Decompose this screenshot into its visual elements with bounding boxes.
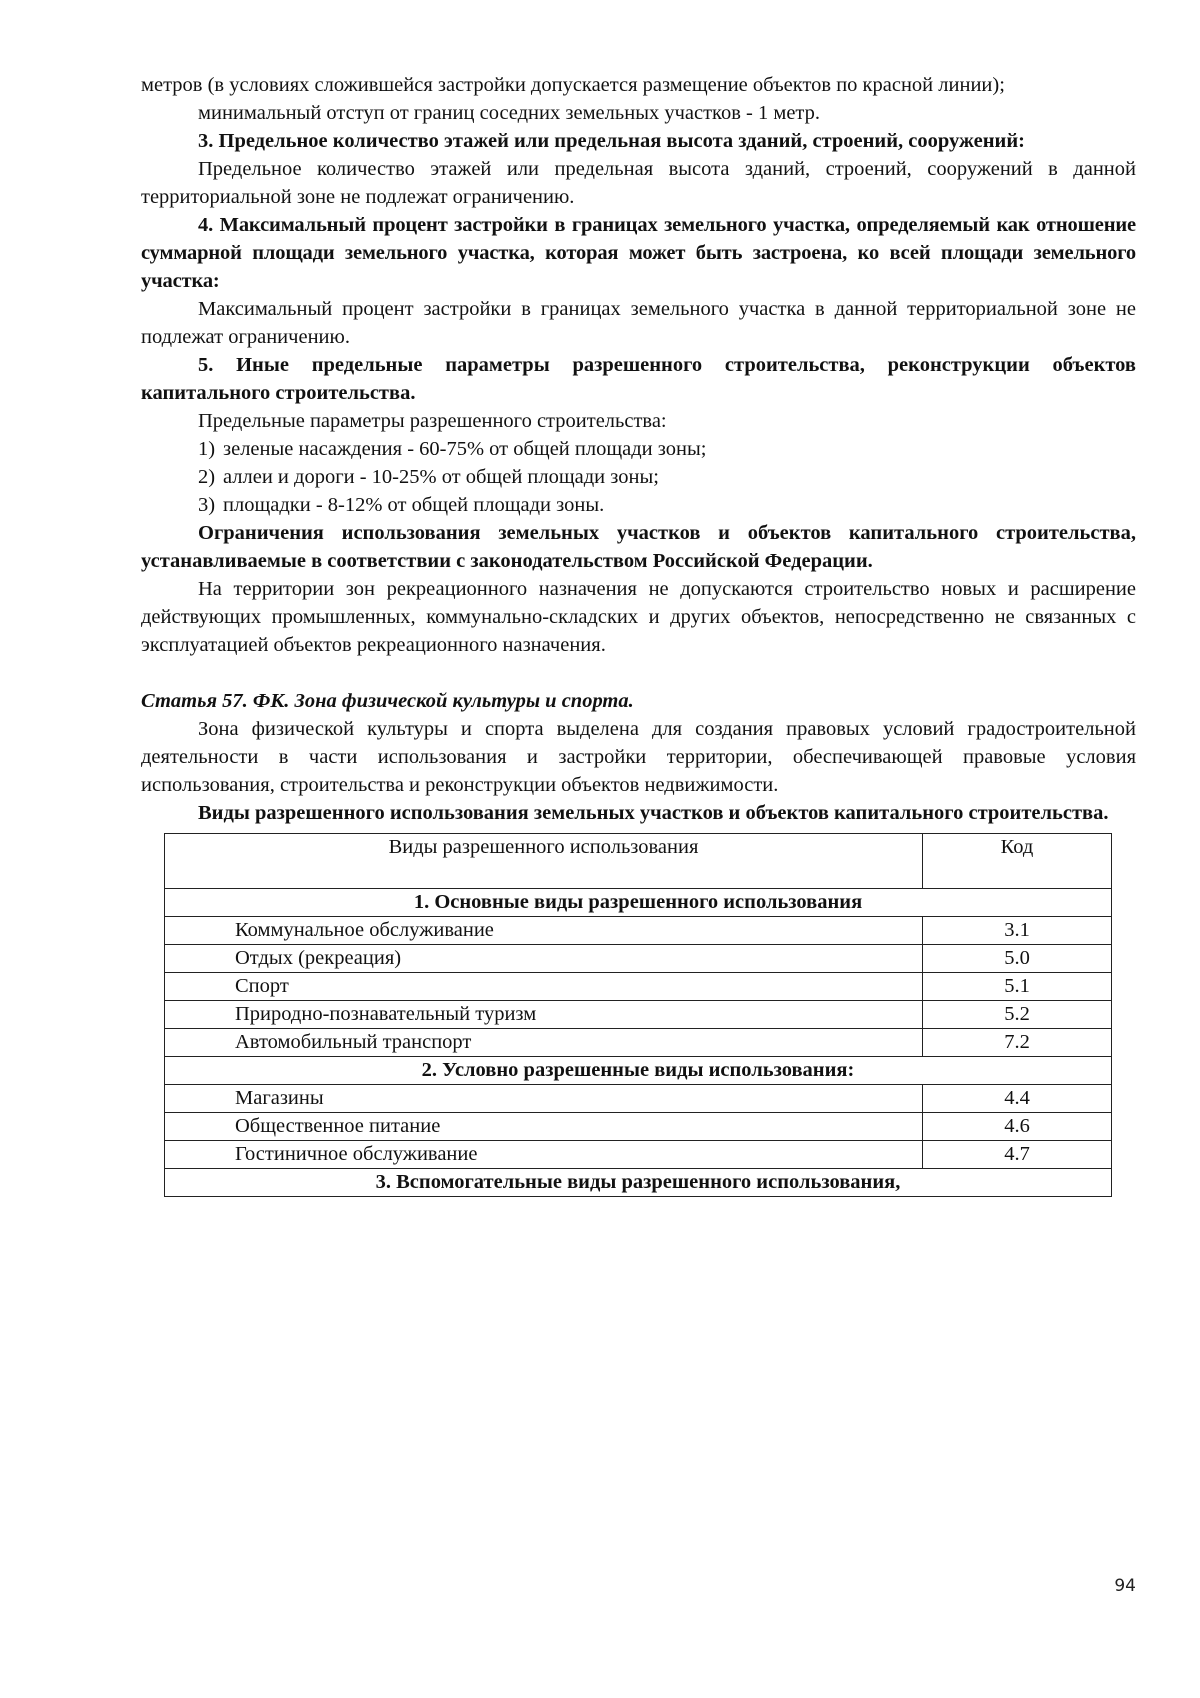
paragraph-setback-red-line: метров (в условиях сложившейся застройки допускается размещение объектов по красной линии); [141, 74, 1005, 96]
heading-max-coverage: 4. Максимальный процент застройки в границах земельного участка, определяемый как отношение суммарной площади земельного участка, которая может быть застроена, ко всей площади земельного участка: [141, 214, 1136, 292]
land-use-table [164, 833, 1112, 1197]
code-cell: 3.1 [923, 917, 1112, 945]
article-intro: Зона физической культуры и спорта выделена для создания правовых условий градостроительной деятельности в части использования и застройки территории, обеспечивающей правовые условия использования, строительства и реконструкции объектов недвижимости. [141, 718, 1136, 796]
heading-restrictions: Ограничения использования земельных участков и объектов капитального строительства, устанавливаемые в соответствии с законодательством Российской Федерации. [141, 522, 1136, 572]
table-row [165, 917, 1112, 945]
list-item [141, 435, 1136, 463]
code-cell: 4.6 [923, 1113, 1112, 1141]
use-type-cell: Гостиничное обслуживание [165, 1141, 923, 1169]
table-section-row [165, 1169, 1112, 1197]
table-row [165, 1029, 1112, 1057]
paragraph-min-setback: минимальный отступ от границ соседних земельных участков - 1 метр. [198, 102, 821, 124]
table-subtitle: Виды разрешенного использования земельных участков и объектов капитального строительства. [198, 802, 1109, 824]
header-use-type: Виды разрешенного использования [165, 834, 923, 889]
table-row [165, 1001, 1112, 1029]
code-cell: 5.0 [923, 945, 1112, 973]
heading-max-floors: 3. Предельное количество этажей или предельная высота зданий, строений, сооружений: [198, 130, 1025, 152]
article-title: Статья 57. ФК. Зона физической культуры и спорта. [141, 690, 634, 712]
list-item-number: 1) [198, 438, 216, 460]
use-type-cell: Спорт [165, 973, 923, 1001]
list-item-number: 3) [198, 494, 216, 516]
use-type-cell: Коммунальное обслуживание [165, 917, 923, 945]
table-section-row [165, 889, 1112, 917]
list-item-text: аллеи и дороги - 10-25% от общей площади зоны; [223, 466, 659, 488]
heading-other-parameters: 5. Иные предельные параметры разрешенного строительства, реконструкции объектов капитального строительства. [141, 354, 1136, 404]
parameters-list [141, 435, 1136, 519]
paragraph-max-coverage: Максимальный процент застройки в границах земельного участка в данной территориальной зоне не подлежат ограничению. [141, 298, 1136, 348]
paragraph-restrictions: На территории зон рекреационного назначения не допускаются строительство новых и расширение действующих промышленных, коммунально-складских и других объектов, непосредственно не связанных с эксплуатацией объектов рекреационного назначения. [141, 578, 1136, 656]
table-section-title: 1. Основные виды разрешенного использования [165, 889, 1112, 917]
table-section-title: 3. Вспомогательные виды разрешенного использования, [165, 1169, 1112, 1197]
text-area [141, 71, 1136, 827]
code-cell: 4.7 [923, 1141, 1112, 1169]
code-cell: 5.2 [923, 1001, 1112, 1029]
table-row [165, 1141, 1112, 1169]
code-cell: 4.4 [923, 1085, 1112, 1113]
list-item-number: 2) [198, 466, 216, 488]
paragraph-max-floors: Предельное количество этажей или предельная высота зданий, строений, сооружений в данной территориальной зоне не подлежат ограничению. [141, 158, 1136, 208]
table-row [165, 1113, 1112, 1141]
use-type-cell: Магазины [165, 1085, 923, 1113]
list-item [141, 463, 1136, 491]
table-section-row [165, 1057, 1112, 1085]
code-cell: 7.2 [923, 1029, 1112, 1057]
table-section-title: 2. Условно разрешенные виды использования: [165, 1057, 1112, 1085]
table-row [165, 945, 1112, 973]
page-number: 94 [1114, 1576, 1136, 1596]
table-row [165, 1085, 1112, 1113]
use-type-cell: Общественное питание [165, 1113, 923, 1141]
table-row [165, 973, 1112, 1001]
table-header-row [165, 834, 1112, 889]
code-cell: 5.1 [923, 973, 1112, 1001]
use-type-cell: Автомобильный транспорт [165, 1029, 923, 1057]
list-item [141, 491, 1136, 519]
list-item-text: площадки - 8-12% от общей площади зоны. [223, 494, 605, 516]
use-type-cell: Отдых (рекреация) [165, 945, 923, 973]
paragraph-parameters-intro: Предельные параметры разрешенного строительства: [198, 410, 667, 432]
use-type-cell: Природно-познавательный туризм [165, 1001, 923, 1029]
list-item-text: зеленые насаждения - 60-75% от общей площади зоны; [223, 438, 707, 460]
header-code: Код [923, 834, 1112, 889]
